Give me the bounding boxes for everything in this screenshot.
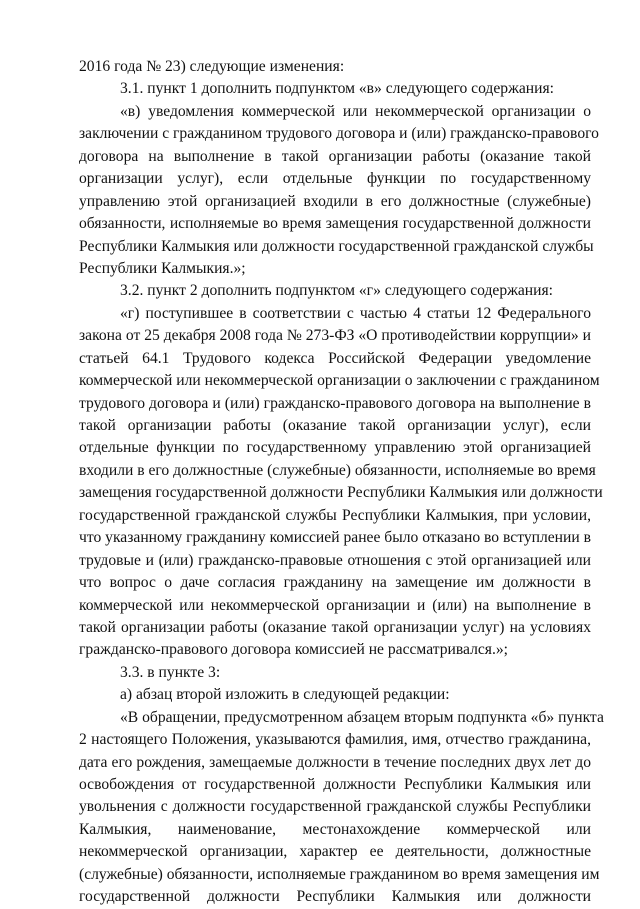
text-line: Республики Калмыкия или должности государственной гражданской службы bbox=[79, 237, 594, 255]
text-line: освобождения от государственной должности Республики Калмыкия или bbox=[79, 776, 591, 793]
text-line: входили в его должностные (служебные) обязанности, исполняемые во время bbox=[79, 461, 596, 479]
text-line: управлению этой организацией входили в его должностные (служебные) bbox=[79, 192, 591, 210]
text-line: отдельные функции по государственному управлению этой организацией bbox=[79, 439, 591, 457]
text-line: государственной гражданской службы Республики Калмыкия, при условии, bbox=[79, 506, 591, 524]
text-line: что вопрос о даче согласия гражданину на замещение им должности в bbox=[79, 574, 591, 592]
text-line: «г) поступившее в соответствии с частью 4 статьи 12 Федерального bbox=[120, 304, 591, 322]
text-line: замещения государственной должности Республики Калмыкия или должности bbox=[79, 484, 603, 502]
text-line: 3.1. пункт 1 дополнить подпунктом «в» следующего содержания: bbox=[120, 80, 554, 98]
text-line: 3.2. пункт 2 дополнить подпунктом «г» следующего содержания: bbox=[120, 282, 554, 300]
text-line: коммерческой или некоммерческой организации о заключении с гражданином bbox=[79, 372, 600, 390]
text-line: обязанности, исполняемые во время замещения государственной должности bbox=[79, 215, 591, 233]
text-line: Калмыкия, наименование, местонахождение коммерческой или bbox=[79, 820, 591, 838]
text-line: а) абзац второй изложить в следующей редакции: bbox=[120, 686, 450, 704]
text-line: такой организации работы (оказание такой организации услуг), если bbox=[79, 417, 591, 434]
text-line: организации услуг), если отдельные функции по государственному bbox=[79, 170, 591, 188]
text-line: «В обращении, предусмотренном абзацем вторым подпункта «б» пункта bbox=[120, 708, 604, 726]
text-line: статьей 64.1 Трудового кодекса Российской Федерации уведомление bbox=[79, 349, 591, 367]
text-line: трудовые и (или) гражданско-правовые отношения с этой организацией или bbox=[79, 551, 591, 569]
text-line: 2 настоящего Положения, указываются фамилия, имя, отчество гражданина, bbox=[79, 731, 591, 749]
text-line: Республики Калмыкия.»; bbox=[79, 259, 246, 277]
text-line: что указанному гражданину комиссией ранее было отказано во вступлении в bbox=[79, 529, 591, 547]
text-line: 3.3. в пункте 3: bbox=[120, 663, 221, 681]
text-line: 2016 года № 23) следующие изменения: bbox=[79, 58, 345, 75]
text-line: гражданско-правового договора комиссией не рассматривался.»; bbox=[79, 641, 508, 659]
text-line: такой организации работы (оказание такой организации услуг) на условиях bbox=[79, 618, 591, 636]
text-line: закона от 25 декабря 2008 года № 273-ФЗ «О противодействии коррупции» и bbox=[79, 327, 591, 345]
text-line: дата его рождения, замещаемые должности в течение последних двух лет до bbox=[79, 753, 591, 771]
text-line: государственной должности Республики Калмыкия или должности bbox=[79, 888, 591, 906]
text-line: увольнения с должности государственной гражданской службы Республики bbox=[79, 798, 591, 816]
text-line: «в) уведомления коммерческой или некоммерческой организации о bbox=[120, 102, 591, 120]
text-line: трудового договора и (или) гражданско-правового договора на выполнение в bbox=[79, 394, 591, 412]
document-body bbox=[79, 56, 604, 909]
text-line: заключении с гражданином трудового договора и (или) гражданско-правового bbox=[79, 125, 599, 143]
text-line: некоммерческой организации, характер ее деятельности, должностные bbox=[79, 843, 591, 861]
text-line: (служебные) обязанности, исполняемые гражданином во время замещения им bbox=[79, 865, 600, 883]
text-line: коммерческой или некоммерческой организации и (или) на выполнение в bbox=[79, 596, 591, 614]
text-line: договора на выполнение в такой организации работы (оказание такой bbox=[79, 147, 591, 165]
